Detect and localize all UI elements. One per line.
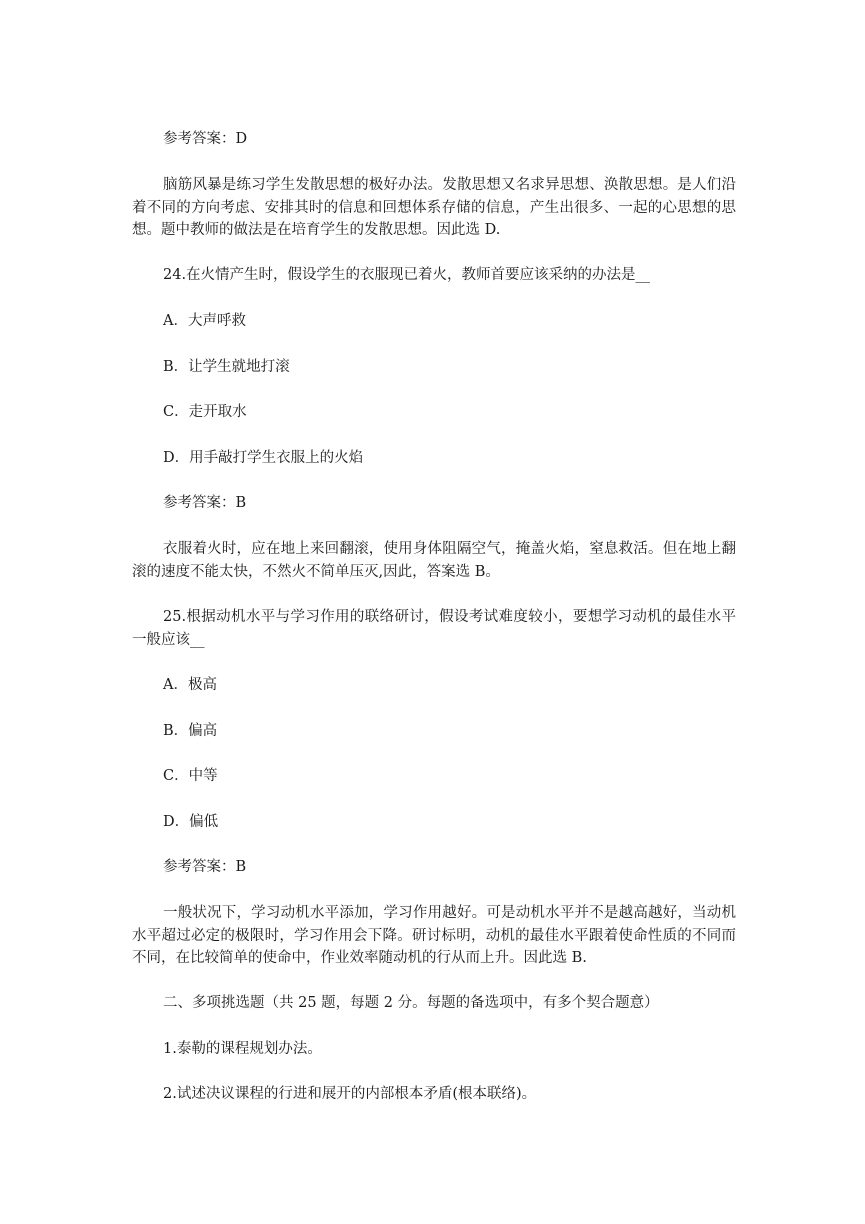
question-2: 2.试述决议课程的行进和展开的内部根本矛盾(根本联络)。	[163, 1086, 537, 1102]
question-1: 1.泰勒的课程规划办法。	[163, 1041, 322, 1057]
answer-line: 参考答案：B	[163, 495, 247, 511]
option-b: B．让学生就地打滚	[163, 359, 290, 375]
explanation-paragraph: 一般状况下，学习动机水平添加，学习作用越好。可是动机水平并不是越高越好，当动机水平超过必定的极限时，学习作用会下降。研讨标明，动机的最佳水平跟着使命性质的不同而不同，在比较简单的使命中，作业效率随动机的行从而上升。因此选 B.	[132, 905, 736, 966]
question-24: 24.在火情产生时，假设学生的衣服现已着火，教师首要应该采纳的办法是__	[163, 267, 651, 283]
option-d: D．用手敲打学生衣服上的火焰	[163, 450, 364, 466]
option-a: A．大声呼救	[163, 313, 246, 329]
explanation-paragraph: 衣服着火时，应在地上来回翻滚，使用身体阻隔空气，掩盖火焰，窒息救活。但在地上翻滚的速度不能太快，不然火不简单压灭,因此，答案选 B。	[132, 541, 736, 580]
option-d: D．偏低	[163, 814, 219, 830]
answer-line: 参考答案：D	[163, 131, 248, 147]
option-c: C．中等	[163, 768, 218, 784]
answer-line: 参考答案：B	[163, 859, 247, 875]
question-25: 25.根据动机水平与学习作用的联络研讨，假设考试难度较小，要想学习动机的最佳水平一般应该__	[132, 609, 736, 648]
section-heading: 二、多项挑选题（共 25 题，每题 2 分。每题的备选项中，有多个契合题意）	[163, 995, 659, 1011]
option-c: C．走开取水	[163, 404, 247, 420]
option-b: B．偏高	[163, 723, 218, 739]
explanation-paragraph: 脑筋风暴是练习学生发散思想的极好办法。发散思想又名求异思想、涣散思想。是人们沿着不同的方向考虑、安排其时的信息和回想体系存储的信息，产生出很多、一起的心思想的思想。题中教师的做法是在培育学生的发散思想。因此选 D.	[132, 177, 736, 238]
option-a: A．极高	[163, 677, 217, 693]
